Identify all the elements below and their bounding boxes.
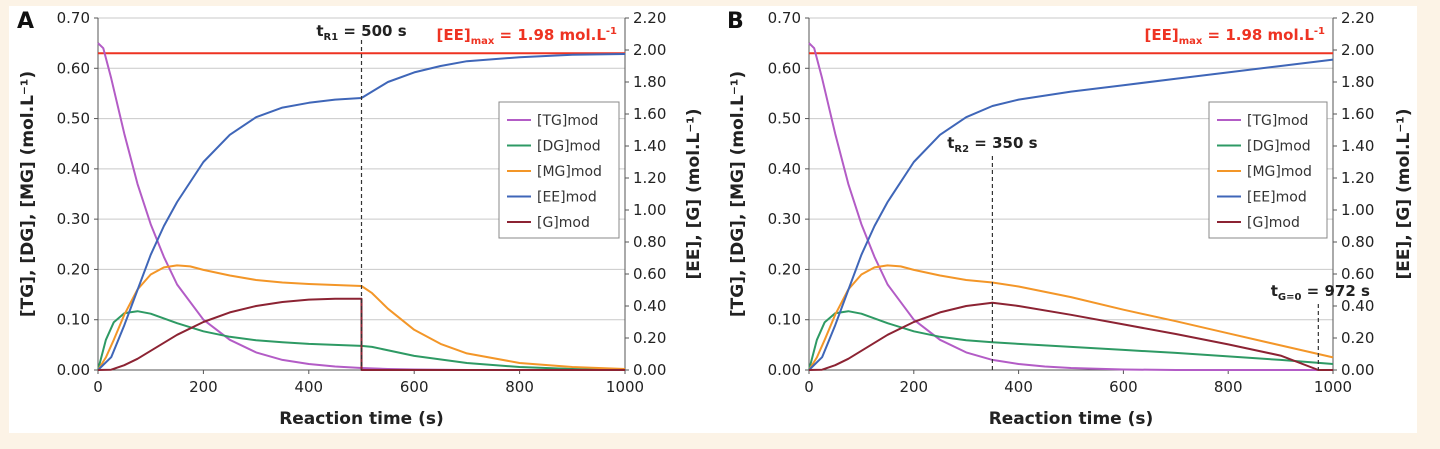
ee-max-label: $[EE]_{max} = 1.98$ $mol.L^{-1}$ [1144,26,1325,47]
y-axis-label-right: [EE], [G] (mol.L⁻¹) [1394,108,1414,280]
x-axis-label: Reaction time (s) [279,409,444,429]
chart-panel-A [17,9,704,429]
y-left-tick-label: 0.40 [56,159,90,178]
x-tick-label: 0 [93,378,103,396]
y-right-tick-label: 0.60 [633,265,667,283]
y-left-tick-label: 0.00 [767,361,801,379]
y-right-tick-label: 1.00 [633,201,667,219]
y-right-tick-label: 1.80 [633,73,667,91]
x-tick-label: 200 [899,378,929,396]
series-line-gmod [809,303,1333,370]
y-right-tick-label: 2.20 [633,9,667,27]
x-tick-label: 400 [294,378,324,396]
y-left-tick-label: 0.70 [767,9,801,27]
figure-svg [9,6,1417,433]
legend-entry: [DG]mod [1247,138,1311,155]
y-right-tick-label: 1.40 [1341,137,1375,155]
y-right-tick-label: 0.40 [1341,297,1375,315]
y-right-tick-label: 0.60 [1341,265,1375,283]
y-right-tick-label: 0.80 [1341,233,1375,251]
y-right-tick-label: 2.00 [633,41,667,59]
y-left-tick-label: 0.50 [767,109,801,128]
y-left-tick-label: 0.10 [56,310,90,329]
y-left-tick-label: 0.20 [767,260,801,279]
legend-entry: [MG]mod [537,164,602,180]
marker2-label: $t_{G=0} = 972$ s [1270,282,1370,303]
y-left-tick-label: 0.30 [56,210,90,229]
y-right-tick-label: 2.00 [1341,41,1375,59]
legend-entry: [G]mod [1247,215,1300,231]
series-line-mgmod [809,265,1333,370]
y-left-tick-label: 0.40 [767,159,801,178]
y-axis-label-right: [EE], [G] (mol.L⁻¹) [684,108,704,280]
legend-entry: [EE]mod [1247,189,1307,206]
y-left-tick-label: 0.70 [56,9,90,27]
y-axis-label-left: [TG], [DG], [MG] (mol.L⁻¹) [728,70,748,318]
legend-entry: [EE]mod [537,189,597,206]
y-right-tick-label: 1.60 [633,105,667,123]
y-right-tick-label: 1.20 [1341,169,1375,187]
x-tick-label: 0 [804,378,814,396]
y-right-tick-label: 1.80 [1341,73,1375,91]
x-tick-label: 1000 [1313,378,1353,396]
y-left-tick-label: 0.60 [767,59,801,78]
y-left-tick-label: 0.30 [767,210,801,229]
y-right-tick-label: 1.40 [633,137,667,155]
y-left-tick-label: 0.50 [56,109,90,128]
chart-panel-B [727,9,1414,429]
x-tick-label: 400 [1004,378,1033,396]
legend-entry: [TG]mod [1247,113,1309,129]
figure-panel [9,6,1417,433]
x-tick-label: 200 [189,378,218,396]
legend-entry: [TG]mod [537,113,599,129]
x-tick-label: 1000 [605,378,645,396]
marker-label: $t_{R2} = 350$ s [947,134,1038,155]
y-right-tick-label: 0.00 [633,361,667,379]
x-tick-label: 600 [1109,378,1138,396]
legend-entry: [G]mod [537,215,590,231]
x-tick-label: 600 [399,378,429,396]
y-left-tick-label: 0.60 [56,59,90,78]
y-right-tick-label: 2.20 [1341,9,1375,27]
marker-label: $t_{R1} = 500$ s [316,22,407,43]
legend-entry: [MG]mod [1247,164,1312,180]
x-tick-label: 800 [505,378,534,396]
x-tick-label: 800 [1213,378,1243,396]
y-axis-label-left: [TG], [DG], [MG] (mol.L⁻¹) [18,70,38,318]
panel-letter: A [17,9,35,34]
y-right-tick-label: 0.20 [1341,329,1375,347]
x-axis-label: Reaction time (s) [988,409,1154,429]
y-left-tick-label: 0.00 [56,361,90,379]
legend-entry: [DG]mod [537,138,601,155]
y-left-tick-label: 0.20 [56,260,90,279]
y-right-tick-label: 0.00 [1341,361,1375,379]
y-right-tick-label: 0.80 [633,233,667,251]
y-left-tick-label: 0.10 [767,310,801,329]
y-right-tick-label: 1.00 [1341,201,1375,219]
ee-max-label: $[EE]_{max} = 1.98$ $mol.L^{-1}$ [436,26,617,47]
y-right-tick-label: 0.20 [633,329,667,347]
panel-letter: B [727,9,744,34]
y-right-tick-label: 1.20 [633,169,667,187]
y-right-tick-label: 1.60 [1341,105,1375,123]
y-right-tick-label: 0.40 [633,297,667,315]
